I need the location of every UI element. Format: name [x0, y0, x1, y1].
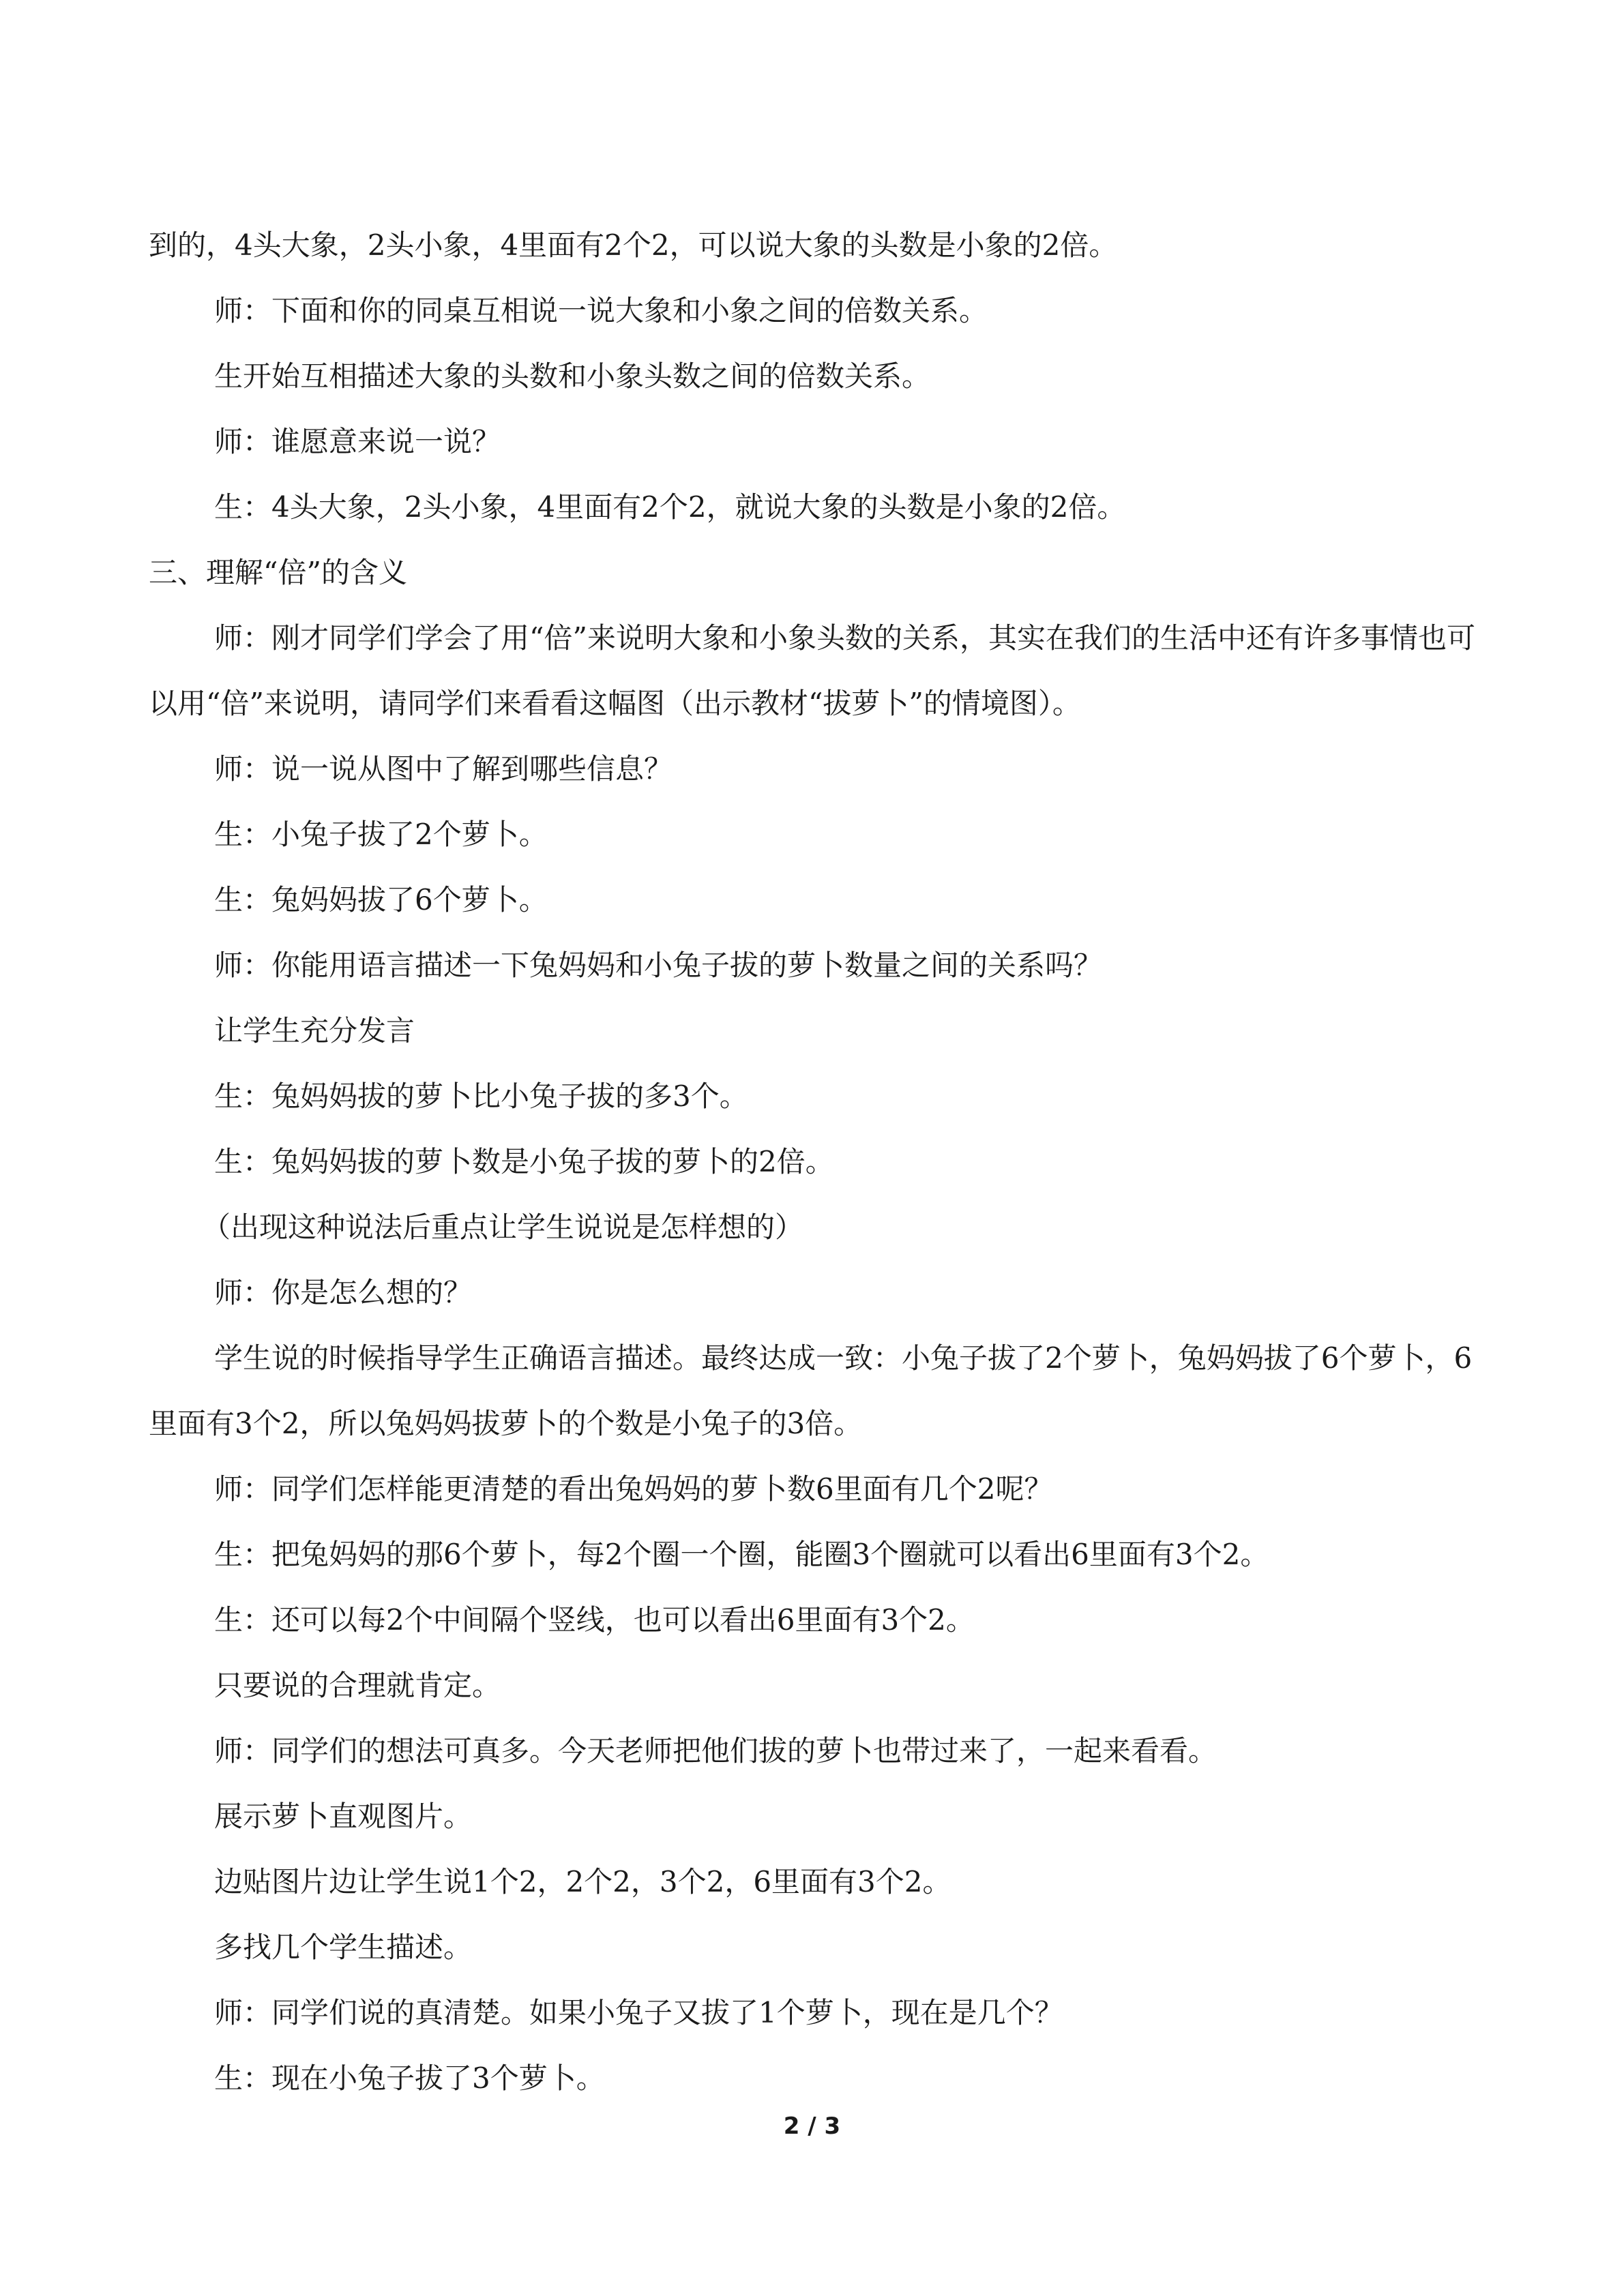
- paragraph: 生：兔妈妈拔的萝卜数是小兔子拔的萝卜的2倍。: [214, 1145, 834, 1178]
- paragraph: 师：说一说从图中了解到哪些信息？: [214, 752, 673, 786]
- paragraph: 到的，4头大象，2头小象，4里面有2个2，可以说大象的头数是小象的2倍。: [149, 228, 1118, 262]
- paragraph: 生：还可以每2个中间隔个竖线，也可以看出6里面有3个2。: [214, 1603, 975, 1637]
- paragraph: 多找几个学生描述。: [214, 1930, 473, 1964]
- section-heading: 三、理解“倍”的含义: [149, 556, 407, 589]
- paragraph: 生：小兔子拔了2个萝卜。: [214, 818, 548, 851]
- paragraph: 师：同学们的想法可真多。今天老师把他们拔的萝卜也带过来了，一起来看看。: [214, 1734, 1217, 1768]
- paragraph: 师：谁愿意来说一说？: [214, 425, 501, 458]
- paragraph: 师：同学们说的真清楚。如果小兔子又拔了1个萝卜，现在是几个？: [214, 1996, 1063, 2029]
- document-body: [149, 213, 1486, 2111]
- paragraph: 生：兔妈妈拔了6个萝卜。: [214, 883, 548, 916]
- paragraph: 让学生充分发言: [214, 1014, 415, 1047]
- paragraph: （出现这种说法后重点让学生说说是怎样想的）: [202, 1210, 804, 1244]
- paragraph: 师：你是怎么想的？: [214, 1276, 473, 1309]
- paragraph: 学生说的时候指导学生正确语言描述。最终达成一致：小兔子拔了2个萝卜，兔妈妈拔了6个萝卜，6里面有3个2，所以兔妈妈拔萝卜的个数是小兔子的3倍。: [149, 1341, 1473, 1440]
- paragraph: 师：你能用语言描述一下兔妈妈和小兔子拔的萝卜数量之间的关系吗？: [214, 949, 1103, 982]
- paragraph: 生：把兔妈妈的那6个萝卜，每2个圈一个圈，能圈3个圈就可以看出6里面有3个2。: [214, 1538, 1269, 1571]
- paragraph: 师：同学们怎样能更清楚的看出兔妈妈的萝卜数6里面有几个2呢？: [214, 1472, 1053, 1506]
- paragraph: 师：刚才同学们学会了用“倍”来说明大象和小象头数的关系，其实在我们的生活中还有许多事情也可以用“倍”来说明，请同学们来看看这幅图（出示教材“拔萝卜”的情境图）。: [149, 621, 1475, 720]
- paragraph: 生：4头大象，2头小象，4里面有2个2，就说大象的头数是小象的2倍。: [214, 490, 1126, 524]
- paragraph: 生：现在小兔子拔了3个萝卜。: [214, 2061, 605, 2095]
- paragraph: 师：下面和你的同桌互相说一说大象和小象之间的倍数关系。: [214, 294, 988, 327]
- page-number: 2 / 3: [783, 2113, 841, 2140]
- paragraph: 边贴图片边让学生说1个2，2个2，3个2，6里面有3个2。: [214, 1865, 951, 1898]
- paragraph: 只要说的合理就肯定。: [214, 1669, 501, 1702]
- paragraph: 展示萝卜直观图片。: [214, 1800, 473, 1833]
- paragraph: 生开始互相描述大象的头数和小象头数之间的倍数关系。: [214, 359, 931, 393]
- paragraph: 生：兔妈妈拔的萝卜比小兔子拔的多3个。: [214, 1079, 748, 1113]
